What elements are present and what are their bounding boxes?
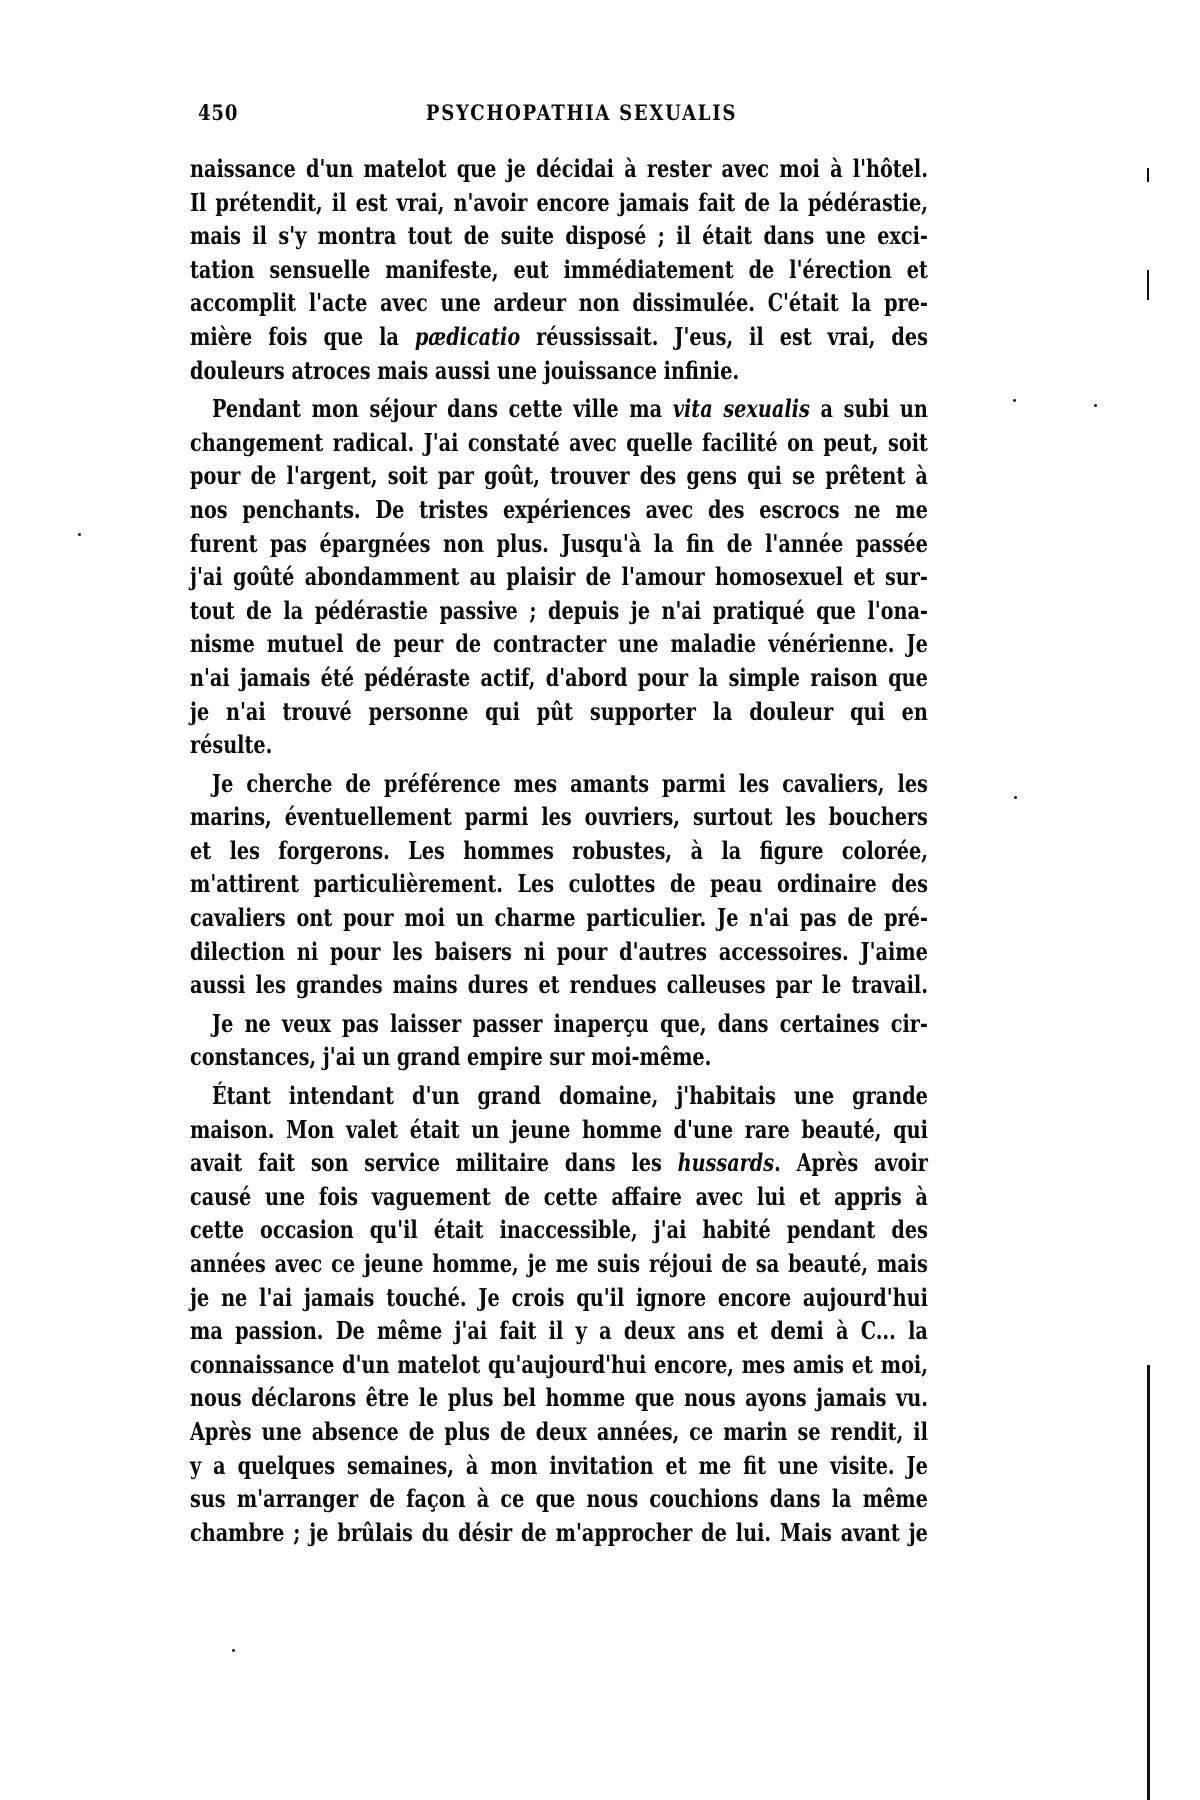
running-head [198, 100, 939, 130]
text-line: accomplit l'acte avec une ardeur non dissimulée. C'était la pre- [190, 288, 928, 318]
scan-margin-mark [1147, 168, 1149, 182]
paragraph [190, 767, 928, 1002]
text-line: n'ai jamais été pédéraste actif, d'abord pour la simple raison que [190, 662, 928, 692]
scan-speck [232, 1649, 235, 1652]
scan-speck [1013, 399, 1016, 402]
body-text [190, 152, 928, 1554]
text-line: tout de la pédérastie passive ; depuis je n'ai pratiqué que l'ona- [190, 595, 928, 625]
scan-margin-mark [1147, 270, 1149, 300]
italic-term: hussards [677, 1148, 775, 1178]
text-line: mière fois que la pædicatio réussissait. J'eus, il est vrai, des [190, 321, 928, 351]
text-line: constances, j'ai un grand empire sur moi-même. [190, 1042, 712, 1072]
text-line: maison. Mon valet était un jeune homme d'une rare beauté, qui [190, 1114, 928, 1144]
text-line: sus m'arranger de façon à ce que nous couchions dans la même [190, 1484, 928, 1514]
text-line: années avec ce jeune homme, je me suis réjoui de sa beauté, mais [190, 1249, 928, 1278]
scan-speck [1014, 796, 1017, 799]
text-line: cette occasion qu'il était inaccessible, j'ai habité pendant des [190, 1215, 928, 1245]
italic-term: vita sexualis [672, 394, 810, 424]
text-line: douleurs atroces mais aussi une jouissance infinie. [190, 355, 740, 385]
scan-speck [78, 533, 81, 536]
text-line: aussi les grandes mains dures et rendues calleuses par le travail. [190, 970, 928, 1000]
paragraph [190, 152, 928, 387]
text-line: furent pas épargnées non plus. Jusqu'à la fin de l'année passée [190, 528, 928, 558]
text-line: ma passion. De même j'ai fait il y a deux ans et demi à C... la [190, 1316, 928, 1346]
text-line: m'attirent particulièrement. Les culottes de peau ordinaire des [190, 869, 928, 899]
running-title: PSYCHOPATHIA SEXUALIS [425, 100, 738, 125]
text-line: chambre ; je brûlais du désir de m'approcher de lui. Mais avant je [190, 1517, 928, 1547]
text-line: j'ai goûté abondamment au plaisir de l'amour homosexuel et sur- [190, 562, 928, 592]
text-line: avait fait son service militaire dans les hussards. Après avoir [190, 1148, 928, 1178]
scan-binding-edge [1147, 1365, 1150, 1800]
text-line: nous déclarons être le plus bel homme que nous ayons jamais vu. [190, 1383, 928, 1413]
text-line: résulte. [190, 730, 273, 760]
text-line: Je cherche de préférence mes amants parmi les cavaliers, les [211, 768, 928, 798]
text-line: Il prétendit, il est vrai, n'avoir encore jamais fait de la pédérastie, [190, 187, 928, 217]
paragraph [190, 1079, 928, 1549]
text-line: Je ne veux pas laisser passer inaperçu que, dans certaines cir- [211, 1008, 928, 1038]
text-line: marins, éventuellement parmi les ouvriers, surtout les bouchers [190, 802, 928, 832]
text-line: et les forgerons. Les hommes robustes, à la figure colorée, [190, 835, 928, 865]
text-line: changement radical. J'ai constaté avec quelle facilité on peut, soit [190, 427, 928, 457]
text-line: nos penchants. De tristes expériences avec des escrocs ne me [190, 494, 928, 524]
text-line: dilection ni pour les baisers ni pour d'autres accessoires. J'aime [190, 936, 928, 966]
text-line: naissance d'un matelot que je décidai à rester avec moi à l'hôtel. [190, 154, 928, 183]
text-line: pour de l'argent, soit par goût, trouver des gens qui se prêtent à [190, 461, 928, 491]
paragraph [190, 392, 928, 762]
text-line: connaissance d'un matelot qu'aujourd'hui encore, mes amis et moi, [190, 1349, 928, 1379]
text-line: je ne l'ai jamais touché. Je crois qu'il ignore encore aujourd'hui [190, 1282, 928, 1312]
text-line: mais il s'y montra tout de suite disposé ; il était dans une exci- [190, 221, 928, 251]
text-line: nisme mutuel de peur de contracter une maladie vénérienne. Je [190, 629, 928, 659]
page-number: 450 [198, 100, 239, 125]
text-line: je n'ai trouvé personne qui pût supporter la douleur qui en [190, 696, 928, 726]
text-line: Étant intendant d'un grand domaine, j'habitais une grande [211, 1081, 928, 1111]
text-line: causé une fois vaguement de cette affaire avec lui et appris à [190, 1181, 928, 1211]
text-line: y a quelques semaines, à mon invitation et me fit une visite. Je [190, 1450, 928, 1480]
italic-term: pædicatio [414, 321, 521, 351]
text-line: Après une absence de plus de deux années, ce marin se rendit, il [190, 1416, 928, 1446]
paragraph [190, 1007, 928, 1074]
text-line: Pendant mon séjour dans cette ville ma vita sexualis a subi un [211, 394, 928, 424]
text-line: tation sensuelle manifeste, eut immédiatement de l'érection et [190, 254, 928, 284]
scan-speck [1094, 404, 1097, 407]
text-line: cavaliers ont pour moi un charme particulier. Je n'ai pas de pré- [190, 903, 928, 933]
